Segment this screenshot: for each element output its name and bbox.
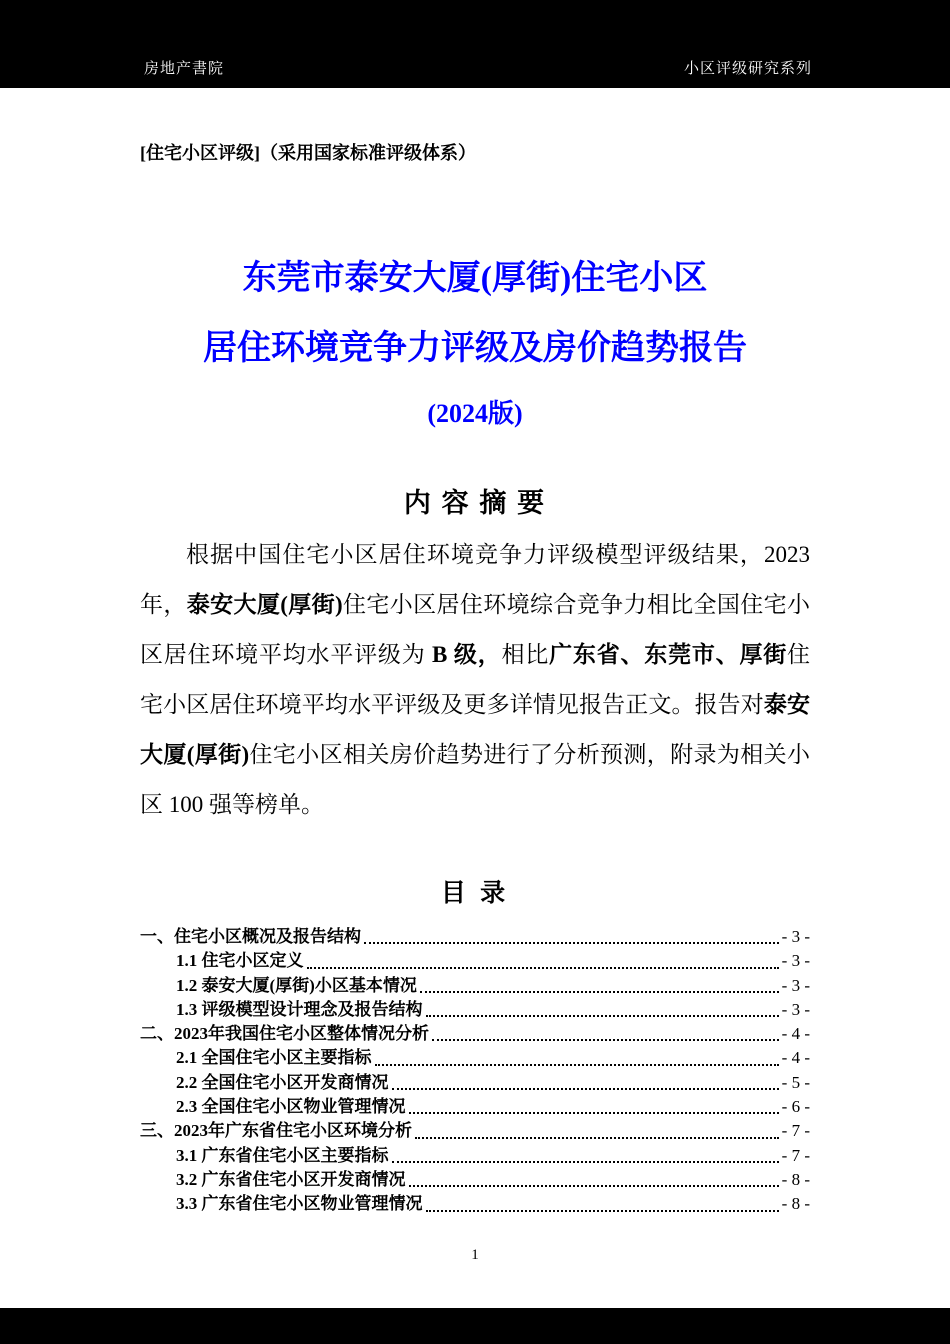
rating-system-note: [住宅小区评级]（采用国家标准评级体系） xyxy=(140,143,476,163)
toc-dotted-leader xyxy=(307,967,779,969)
toc-item-page: - 6 - xyxy=(781,1097,810,1117)
toc-item-label: 3.1 广东省住宅小区主要指标 xyxy=(176,1145,389,1165)
toc-item[interactable] xyxy=(140,1022,810,1046)
toc-item-label: 2.2 全国住宅小区开发商情况 xyxy=(176,1072,389,1092)
toc-item-page: - 4 - xyxy=(781,1048,810,1068)
toc-dotted-leader xyxy=(392,1088,779,1090)
summary-heading: 内 容 摘 要 xyxy=(403,488,547,518)
report-edition: (2024版) xyxy=(427,399,523,428)
toc-item-label: 一、住宅小区概况及报告结构 xyxy=(140,927,361,946)
toc-item-label: 三、2023年广东省住宅小区环境分析 xyxy=(140,1121,412,1141)
header-left-text: 房地产書院 xyxy=(144,61,225,77)
toc-heading: 目 录 xyxy=(440,880,510,907)
page-header-band xyxy=(0,0,950,88)
toc-item[interactable] xyxy=(140,1046,810,1070)
report-title-block xyxy=(140,244,810,444)
report-title-line2: 居住环境竞争力评级及房价趋势报告 xyxy=(203,330,747,367)
page-number: 1 xyxy=(471,1246,479,1263)
toc-item-page: - 3 - xyxy=(781,975,810,995)
summary-bold-run: B 级， xyxy=(432,642,502,667)
toc-dotted-leader xyxy=(432,1039,779,1041)
toc-item-label: 3.2 广东省住宅小区开发商情况 xyxy=(176,1169,406,1189)
table-of-contents xyxy=(140,925,810,1217)
summary-text-run: 住宅小区相关房价趋势进行了分析预测，附录为相关小区 100 强等榜单。 xyxy=(140,742,811,817)
toc-item-page: - 5 - xyxy=(781,1072,810,1092)
toc-item-page: - 8 - xyxy=(781,1169,810,1189)
toc-item[interactable] xyxy=(140,1095,810,1119)
toc-item-label: 1.3 评级模型设计理念及报告结构 xyxy=(176,999,423,1019)
toc-dotted-leader xyxy=(426,1210,779,1212)
toc-item-label: 1.2 泰安大厦(厚街)小区基本情况 xyxy=(176,975,417,995)
page-footer-band xyxy=(0,1308,950,1344)
toc-item-label: 3.3 广东省住宅小区物业管理情况 xyxy=(176,1194,423,1214)
summary-text-run: 住宅小区居住环境平均水平评级及更多详情见报告正文。报告对 xyxy=(140,642,811,717)
toc-item-page: - 7 - xyxy=(781,1121,810,1141)
toc-dotted-leader xyxy=(426,1015,779,1017)
toc-item[interactable] xyxy=(140,998,810,1022)
toc-item[interactable] xyxy=(140,949,810,973)
summary-paragraph xyxy=(140,530,810,830)
toc-item-page: - 3 - xyxy=(781,999,810,1019)
toc-dotted-leader xyxy=(415,1137,779,1139)
summary-text-run: 根据中国住宅小区居住环境竞争力评级模型评级结果，2023 年， xyxy=(140,542,810,617)
summary-bold-run: 广东省、东莞市、厚街 xyxy=(549,642,788,667)
toc-item-page: - 3 - xyxy=(781,951,810,971)
toc-item-label: 二、2023年我国住宅小区整体情况分析 xyxy=(140,1024,429,1044)
toc-item-label: 2.1 全国住宅小区主要指标 xyxy=(176,1048,372,1068)
toc-item[interactable] xyxy=(140,1192,810,1216)
toc-dotted-leader xyxy=(375,1064,779,1066)
toc-dotted-leader xyxy=(409,1112,779,1114)
toc-dotted-leader xyxy=(420,991,779,993)
toc-dotted-leader xyxy=(409,1185,779,1187)
toc-item-label: 1.1 住宅小区定义 xyxy=(176,951,304,971)
summary-text-run: 住宅小区居住环境综合竞争力相比全国住宅小区居住环境平均水平评级为 xyxy=(140,592,811,667)
toc-item-page: - 8 - xyxy=(781,1194,810,1214)
toc-item[interactable] xyxy=(140,1144,810,1168)
summary-text-run: 相比 xyxy=(501,642,550,667)
toc-item-label: 2.3 全国住宅小区物业管理情况 xyxy=(176,1097,406,1117)
toc-dotted-leader xyxy=(392,1161,779,1163)
document-body xyxy=(0,88,950,1308)
report-title-line1: 东莞市泰安大厦(厚街)住宅小区 xyxy=(242,260,708,297)
toc-item[interactable] xyxy=(140,974,810,998)
toc-item[interactable] xyxy=(140,1119,810,1143)
summary-bold-run: 泰安大厦(厚街) xyxy=(140,692,811,767)
header-right-text: 小区评级研究系列 xyxy=(683,61,812,77)
toc-item-page: - 4 - xyxy=(781,1024,810,1044)
toc-item-page: - 7 - xyxy=(781,1145,810,1165)
toc-item[interactable] xyxy=(140,925,810,949)
toc-item[interactable] xyxy=(140,1168,810,1192)
summary-bold-run: 泰安大厦(厚街) xyxy=(186,592,343,617)
toc-item[interactable] xyxy=(140,1071,810,1095)
toc-item-page: - 3 - xyxy=(781,927,810,946)
toc-dotted-leader xyxy=(364,942,779,944)
